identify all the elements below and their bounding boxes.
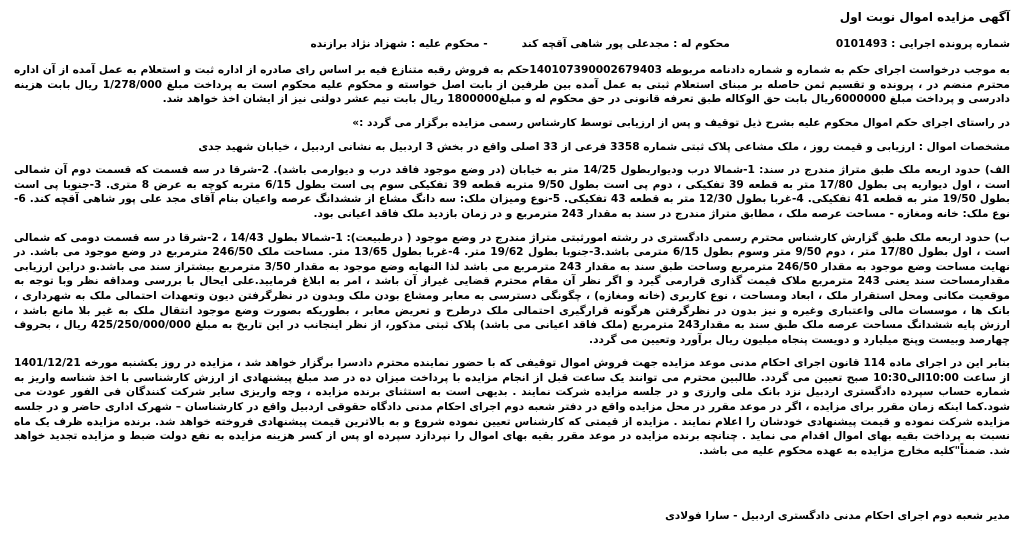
judgment-creditor: محکوم له : مجدعلی پور شاهی آقچه کند xyxy=(521,37,730,50)
judgment-debtor: - محکوم علیه : شهزاد نژاد برازنده xyxy=(310,37,488,50)
notice-title: آگهی مزایده اموال نوبت اول xyxy=(839,10,1010,24)
signature-line: مدیر شعبه دوم اجرای احکام مدنی دادگستری اردبیل - سارا فولادی xyxy=(665,510,1010,523)
paragraph-boundaries-deed: الف) حدود اربعه ملک طبق متراژ مندرج در سند: 1-شمالا درب ودیواربطول 14/25 متر به خیابان (در وضع موجود فاقد درب و دیوارمی باشد). 2-شرقا در سه قسمت که قسمت دوم آن شمالی است ، اول دیواریه پی بطول 17/80 متر به قطعه 39 تفکیکی ، دوم پی است بطول 9/50 متربه قطعه 39 تفکیکی سوم پی است بطول 6/15 متربه کوچه به عرض 8 متری. 3-جنوبا پی است بطول 19/50 متر به قطعه 41 تفکیکی. 4-غربا بطول 12/30 متر به قطعه 43 تفکیکی. 5-نوع ومیزان ملک: سه دانگ مشاع از ششدانگ عرصه واعیان بنام آقای مجد علی پور شاهی آقچه کند. 6-نوع ملک: خانه ومغازه - مساحت عرصه ملک ، مطابق متراژ مندرج در سند به مقدار 243 مترمربع و در زمان بازدید ملک فاقد اعیانی بود. xyxy=(14,164,1011,220)
case-file-number: شماره پرونده اجرایی : 0101493 xyxy=(835,37,1010,50)
case-meta-line xyxy=(14,37,1010,52)
paragraph-judgment: به موجب درخواست اجرای حکم به شماره و شماره دادنامه مربوطه 140107390002679403حکم به فروش رقبه متنازع فیه بر اساس رای صادره از اداره ثبت و استعلام به عمل آمده از آن اداره محترم منضم در ، پرونده و تقسیم ثمن حاصله بر مبنای استعلام ثبتی به عمل آمده بین طرفین از بابت اصل خواسته و محکوم علیه محکوم است به پرداخت مبلغ 1/278/000 ریال بابت هزینه دادرسی و پرداخت مبلغ 6000000ریال بابت حق الوکاله طبق تعرفه قانونی در حق محکوم له و مبلغ1800000 ریال بابت نیم عشر دولتی نیز از ایشان اخذ خواهد شد. xyxy=(14,64,1010,106)
paragraph-property-spec: مشخصات اموال : ارزیابی و قیمت روز ، ملک مشاعی پلاک ثبتی شماره 3358 فرعی از 33 اصلی واقع در بخش 3 اردبیل به نشانی اردبیل ، خیابان شهید جدی xyxy=(198,140,1010,153)
paragraph-auction-terms: بنابر این در اجرای ماده 114 قانون اجرای احکام مدنی موعد مزایده جهت فروش اموال توقیفی که با حضور نماینده محترم دادسرا برگزار خواهد شد ، مزایده در روز یکشنبه مورخه 1401/12/21 از ساعت 10:00الی10:30 صبح تعیین می گردد. طالبین محترم می توانند یک ساعت قبل از انجام مزایده با پرداخت میزان ده در صد مبلغ پیشنهادی از ارزش کارشناسی با اخذ شناسه واریز به شماره حساب سپرده دادگستری اردبیل نزد بانک ملی وارزی و در جلسه مزایده شرکت نمایند . بدیهی است به استثنای برنده مزایده ، وجه واریزی سایر شرکت کنندگان فی الفور عودت می شود.کما اینکه زمان مقرر برای مزایده ، اگر در موعد مقرر در محل مزایده واقع در دفتر شعبه دوم اجرای احکام مدنی دادگاه حقوقی اردبیل واقع در کارشناسان – شهرک اداری حاضر و در جلسه مزایده شرکت نموده و قیمت پیشنهادی خودشان را اعلام نمایند . مزایده از قیمتی که کارشناس تعیین نموده شروع و به بالاترین قیمت پیشنهادی فروخته خواهد شد. برنده مزایده ظرف یک ماه نسبت به پرداخت بقیه بهای اموال اقدام می نماید . چنانچه برنده مزایده در موعد مقرر بقیه بهای اموال را نپردازد سپرده او پس از کسر هزینه مزایده به نفع دولت ضبط و مزایده تجدید خواهد شد. ضمناً"کلیه مخارج مزایده به عهده محکوم علیه می باشد. xyxy=(14,357,1011,457)
paragraph-expert-report: ب) حدود اربعه ملک طبق گزارش کارشناس محترم رسمی دادگستری در رشته امورثبتی متراژ مندرج در وضع موجود ( درطبیعت): 1-شمالا بطول 14/43 ، 2-شرقا در سه قسمت دومی که شمالی است ، اول بطول 17/80 متر ، دوم 9/50 متر وسوم بطول 6/15 مترمی باشد.3-جنوبا بطول 19/62 متر. 4-غربا بطول 13/65 متر. مساحت ملک 246/50 مترمربع در وضع موجود می باشد. در نهایت مساحت وضع موجود به مقدار 246/50 مترمربع وساحت طبق سند به مقدار 243 مترمربع می باشد لذا النهایه وضع موجود به مقدار 3/50 مترمربع بیشتراز سند می باشد.و دراین ارزیابی مقدارمساحت سند یعنی 243 مترمربع ملاک قیمت گذاری قرارمی گیرد و اگر نظر آن مقام محترم قضایی غیراز آن باشد ، امر به ابلاغ فرمایید.علی ایحال با بررسی ومداقه نظر وبا توجه به موقعیت مکانی ومحل استقرار ملک ، ابعاد ومساحت ، نوع کاربری (خانه ومغازه) ، چگونگی دسترسی به معابر ومشاع بودن ملک وبدون در نظرگرفتن دیون وتعهدات احتمالی ملک به شهرداری ، بانک ها ، موسسات مالی واعتباری وغیره و نیز بدون در نظرگرفتن هرگونه قرارگیری احتمالی ملک درطرح و تعریض معابر ، بطوریکه بصورت وضع موجود انتقال ملک به غیر بلا مانع باشد ، ارزش پایه ششدانگ مساحت عرصه ملک طبق سند به مقدار243 مترمربع (ملک فاقد اعیانی می باشد) پلاک ثبتی مذکور، از نظر اینجانب در این تاریخ به مبلغ 425/250/000/000 ریال ، بحروف چهارصد وبیست وپنج میلیارد و دویست پنجاه میلیون ریال برآورد وتعیین می گردد. xyxy=(14,231,1011,346)
paragraph-execution: در راستای اجرای حکم اموال محکوم علیه بشرح ذیل توقیف و پس از ارزیابی توسط کارشناس رسمی مزایده برگزار می گردد :» xyxy=(352,116,1010,129)
